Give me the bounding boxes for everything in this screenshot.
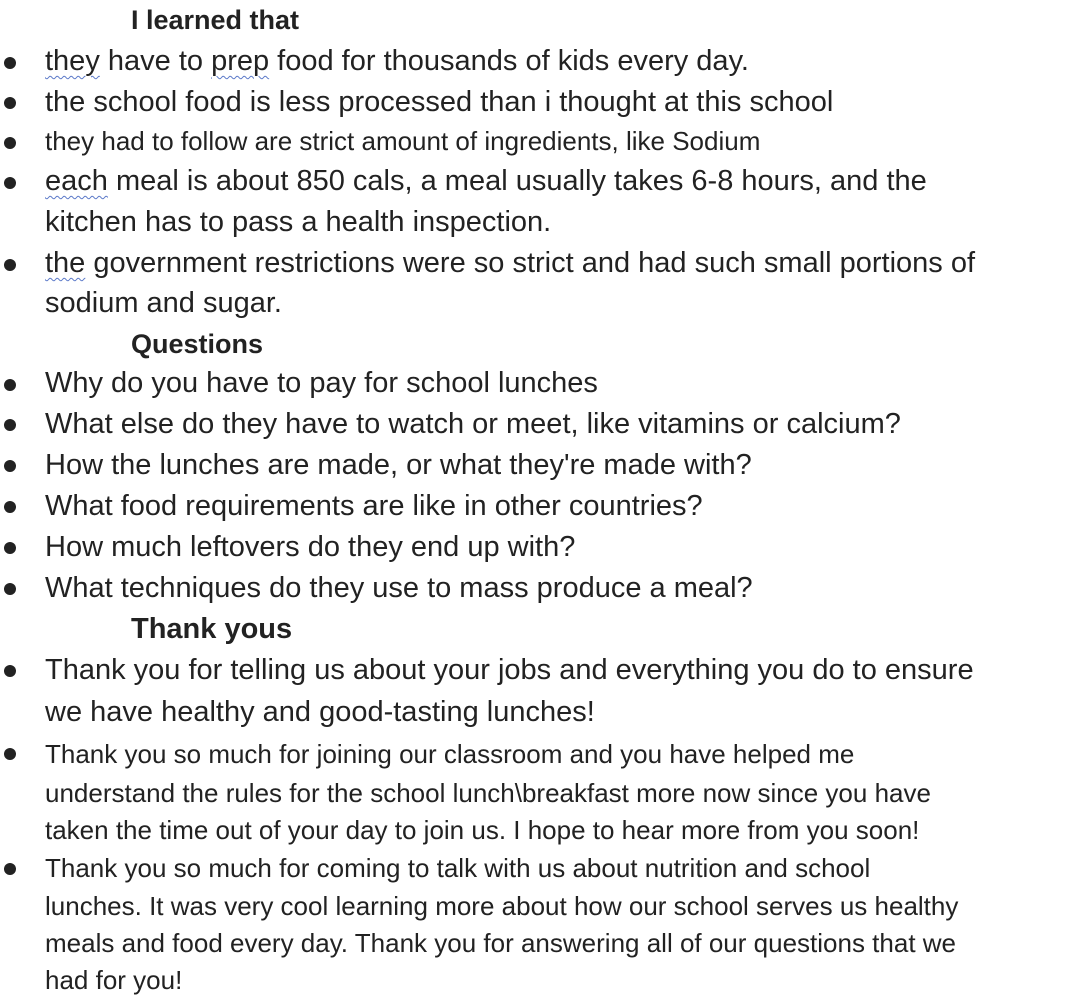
question-item: How the lunches are made, or what they're made with? — [45, 449, 752, 481]
question-item: How much leftovers do they end up with? — [45, 531, 576, 563]
learned-item-5-cont: sodium and sugar. — [45, 287, 282, 319]
spell-word: each — [45, 165, 108, 197]
learned-item-2: the school food is less processed than i thought at this school — [45, 86, 834, 118]
bullet — [4, 57, 16, 69]
bullet — [4, 460, 16, 472]
thanks-item-2: Thank you so much for joining our classroom and you have helped me — [45, 739, 855, 769]
spell-word: they — [45, 45, 100, 77]
spell-word: prep — [211, 45, 270, 77]
bullet — [4, 748, 16, 760]
heading-questions: Questions — [131, 329, 264, 359]
learned-item-5 — [45, 246, 975, 280]
text: meal is about 850 cals, a meal usually takes 6-8 hours, and the — [107, 165, 927, 197]
spell-word: the — [45, 247, 86, 279]
thanks-item-2-cont: taken the time out of your day to join us. I hope to hear more from you soon! — [45, 815, 920, 845]
bullet — [4, 501, 16, 513]
bullet — [4, 137, 16, 149]
bullet — [4, 583, 16, 595]
thanks-item-1: Thank you for telling us about your jobs and everything you do to ensure — [45, 654, 974, 686]
bullet — [4, 177, 16, 189]
text: food for thousands of kids every day. — [269, 45, 749, 77]
learned-item-1 — [45, 44, 749, 78]
learned-item-4-cont: kitchen has to pass a health inspection. — [45, 206, 552, 238]
question-item: Why do you have to pay for school lunches — [45, 367, 598, 399]
thanks-item-1-cont: we have healthy and good-tasting lunches! — [45, 696, 595, 728]
thanks-item-3-cont: had for you! — [45, 965, 183, 995]
text: have to — [99, 45, 212, 77]
bullet — [4, 665, 16, 677]
learned-item-4 — [45, 164, 927, 198]
bullet — [4, 259, 16, 271]
bullet — [4, 379, 16, 391]
thanks-item-2-cont: understand the rules for the school lunch\breakfast more now since you have — [45, 778, 931, 808]
heading-thanks: Thank yous — [131, 613, 293, 645]
bullet — [4, 542, 16, 554]
thanks-item-3-cont: lunches. It was very cool learning more about how our school serves us healthy — [45, 891, 959, 921]
learned-item-3: they had to follow are strict amount of ingredients, like Sodium — [45, 126, 761, 156]
text: government restrictions were so strict and had such small portions of — [85, 247, 976, 279]
heading-learned: I learned that — [131, 5, 300, 35]
question-item: What food requirements are like in other countries? — [45, 490, 703, 522]
bullet — [4, 419, 16, 431]
question-item: What else do they have to watch or meet, like vitamins or calcium? — [45, 408, 901, 440]
thanks-item-3: Thank you so much for coming to talk with us about nutrition and school — [45, 853, 871, 883]
bullet — [4, 863, 16, 875]
question-item: What techniques do they use to mass produce a meal? — [45, 572, 753, 604]
bullet — [4, 97, 16, 109]
thanks-item-3-cont: meals and food every day. Thank you for answering all of our questions that we — [45, 928, 957, 958]
